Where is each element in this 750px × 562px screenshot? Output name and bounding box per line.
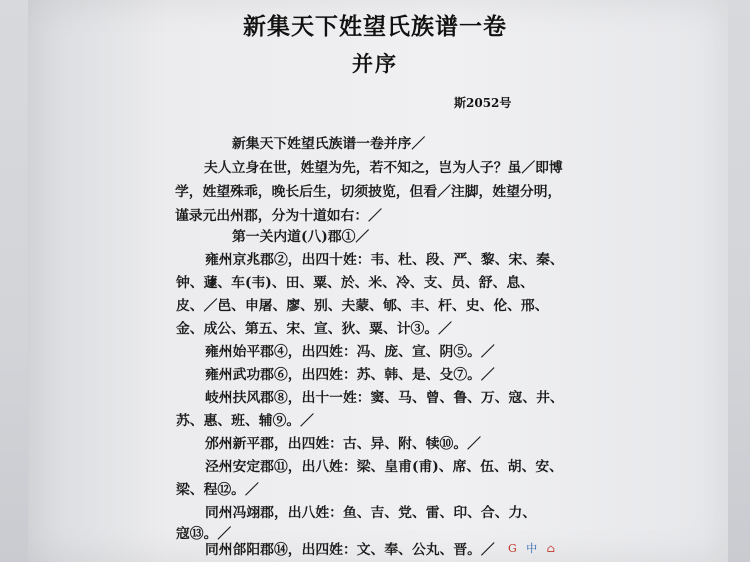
- text-line: 夫人立身在世，姓望为先，若不知之，岂为人子？虽／即博: [204, 160, 563, 176]
- text-line: 泾州安定郡⑪，出八姓：梁、皇甫(甫)、席、伍、胡、安、: [205, 459, 563, 475]
- text-line: 雍州武功郡⑥，出四姓：苏、韩、是、殳⑦。／: [205, 367, 495, 383]
- text-line: 同州冯翊郡，出八姓：鱼、吉、党、雷、印、合、力、: [205, 505, 537, 521]
- tray-icon-a[interactable]: G: [508, 542, 517, 555]
- document-subtitle: 并序: [352, 51, 398, 76]
- tray-icons: [508, 540, 561, 556]
- text-line: 同州郃阳郡⑭，出四姓：文、奉、公丸、晋。／: [205, 542, 495, 558]
- text-line: 梁、程⑫。／: [176, 482, 259, 498]
- text-line: 钟、蘧、车(韦)、田、粟、於、米、冷、支、员、舒、息、: [176, 275, 534, 291]
- text-line: 新集天下姓望氏族谱一卷并序／: [232, 136, 426, 152]
- reference-number: 斯2052号: [454, 96, 512, 110]
- text-line: 皮、／邑、申屠、廖、别、夫蒙、郇、丰、杆、史、伦、邢、: [176, 298, 549, 314]
- tray-icon-c[interactable]: ⌂: [546, 542, 556, 555]
- text-line: 苏、惠、班、辅⑨。／: [176, 413, 314, 429]
- text-line: 雍州始平郡④，出四姓：冯、庞、宣、阴⑤。／: [205, 344, 495, 360]
- text-line: 谨录元出州郡，分为十道如右：／: [175, 208, 382, 224]
- tray-icon-b[interactable]: 中: [526, 542, 538, 555]
- text-line: 雍州京兆郡②，出四十姓：韦、杜、段、严、黎、宋、秦、: [205, 252, 564, 268]
- text-line: 岐州扶风郡⑧，出十一姓：窦、马、曾、鲁、万、寇、井、: [205, 390, 564, 406]
- text-line: 寇⑬。／: [176, 526, 232, 542]
- text-line: 邠州新平郡，出四姓：古、异、附、犊⑩。／: [205, 436, 481, 452]
- text-line: 金、成公、第五、宋、宣、狄、粟、计③。／: [176, 321, 452, 337]
- text-line: 学，姓望殊乖，晚长后生，切须披览，但看／注脚，姓望分明，: [175, 184, 562, 200]
- document-title: 新集天下姓望氏族谱一卷: [243, 13, 507, 40]
- text-line: 第一关内道(八)郡①／: [232, 229, 370, 245]
